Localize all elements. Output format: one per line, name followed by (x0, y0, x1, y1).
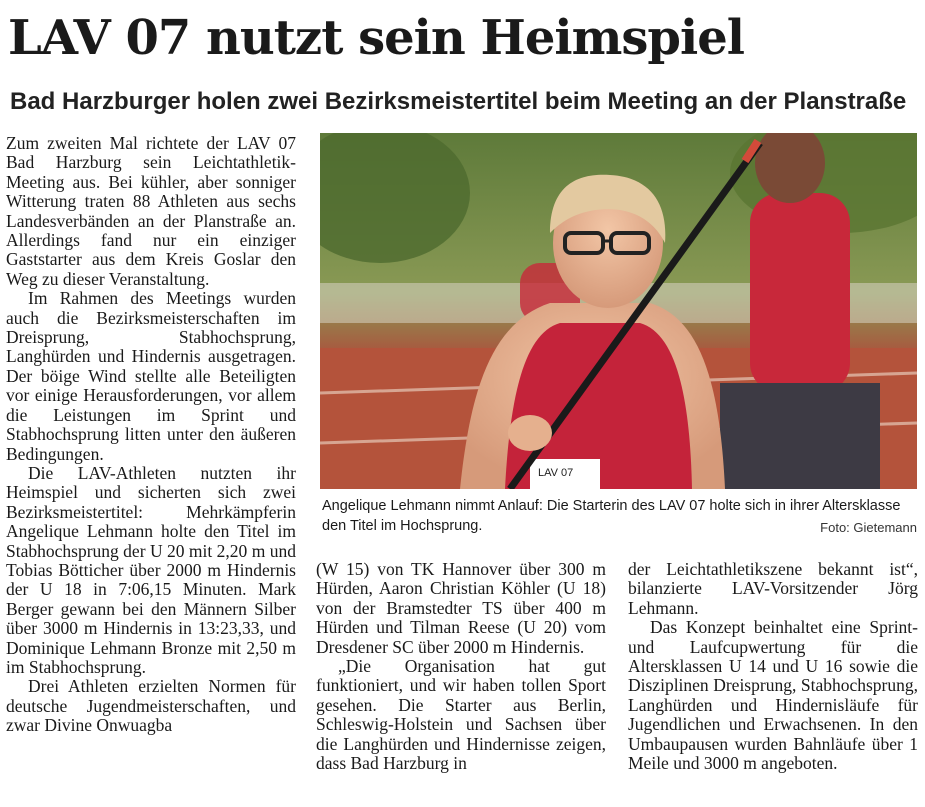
paragraph: der Leichtathletikszene bekannt ist“, bilanzierte LAV-Vorsitzender Jörg Lehmann. (628, 559, 918, 618)
paragraph: Im Rahmen des Meetings wurden auch die Bezirksmeisterschaften im Dreisprung, Stabhochsprung, Langhürden und Hindernis ausgetragen. Der böige Wind stellte alle Beteiligten vor einige Herausforderungen, vor allem die Leistungen im Sprint und Stabhochsprung litten unter den äußeren Bedingungen. (6, 288, 296, 464)
headline: LAV 07 nutzt sein Heimspiel (8, 10, 744, 66)
photo-credit: Foto: Gietemann (820, 520, 917, 535)
athlete-photo-illustration (320, 133, 917, 489)
paragraph: Drei Athleten erzielten Normen für deutsche Jugendmeisterschaften, und zwar Divine Onwuagba (6, 676, 296, 736)
subheadline: Bad Harzburger holen zwei Bezirksmeistertitel beim Meeting an der Planstraße (10, 88, 907, 115)
photo-caption: Angelique Lehmann nimmt Anlauf: Die Starterin des LAV 07 holte sich in ihrer Altersklasse den Titel im Hochsprung. (322, 498, 901, 534)
body-column-1 (6, 134, 296, 736)
paragraph: „Die Organisation hat gut funktioniert, und wir haben tollen Sport gesehen. Die Starter aus Berlin, Schleswig-Holstein und Sachsen über die Langhürden und Hindernisse zeigen, dass Bad Harzburg in (316, 656, 606, 774)
paragraph: Das Konzept beinhaltet eine Sprint- und Laufcupwertung für die Altersklassen U 14 und U 16 sowie die Disziplinen Dreisprung, Stabhochsprung, Langhürden und Hindernisläufe für Jugendlichen und Erwachsenen. In den Umbaupausen wurden Bahnläufe über 1 Meile und 3000 m angeboten. (628, 617, 918, 774)
paragraph: (W 15) von TK Hannover über 300 m Hürden, Aaron Christian Köhler (U 18) von der Bramstedter TS über 400 m Hürden und Tilman Reese (U 20) vom Dresdener SC über 2000 m Hindernis. (316, 559, 606, 657)
body-column-2 (316, 560, 606, 773)
bib-text: LAV 07 (538, 467, 574, 479)
body-column-3 (628, 560, 918, 773)
paragraph: Zum zweiten Mal richtete der LAV 07 Bad Harzburg sein Leichtathletik-Meeting aus. Bei kühler, aber sonniger Witterung traten 88 Athleten aus sechs Landesverbänden an der Planstraße an. Allerdings fand nur ein einziger Gaststarter aus dem Kreis Goslar den Weg zu dieser Veranstaltung. (6, 133, 296, 289)
paragraph: Die LAV-Athleten nutzten ihr Heimspiel und sicherten sich zwei Bezirksmeistertitel: Mehrkämpferin Angelique Lehmann holte den Titel im Stabhochsprung der U 20 mit 2,20 m und Tobias Bötticher über 2000 m Hindernis der U 18 in 7:06,15 Minuten. Mark Berger gewann bei den Männern Silber über 3000 m Hindernis in 13:23,33, und Dominique Lehmann Bronze mit 2,50 m im Stabhochsprung. (6, 462, 296, 677)
article-photo (320, 133, 917, 489)
